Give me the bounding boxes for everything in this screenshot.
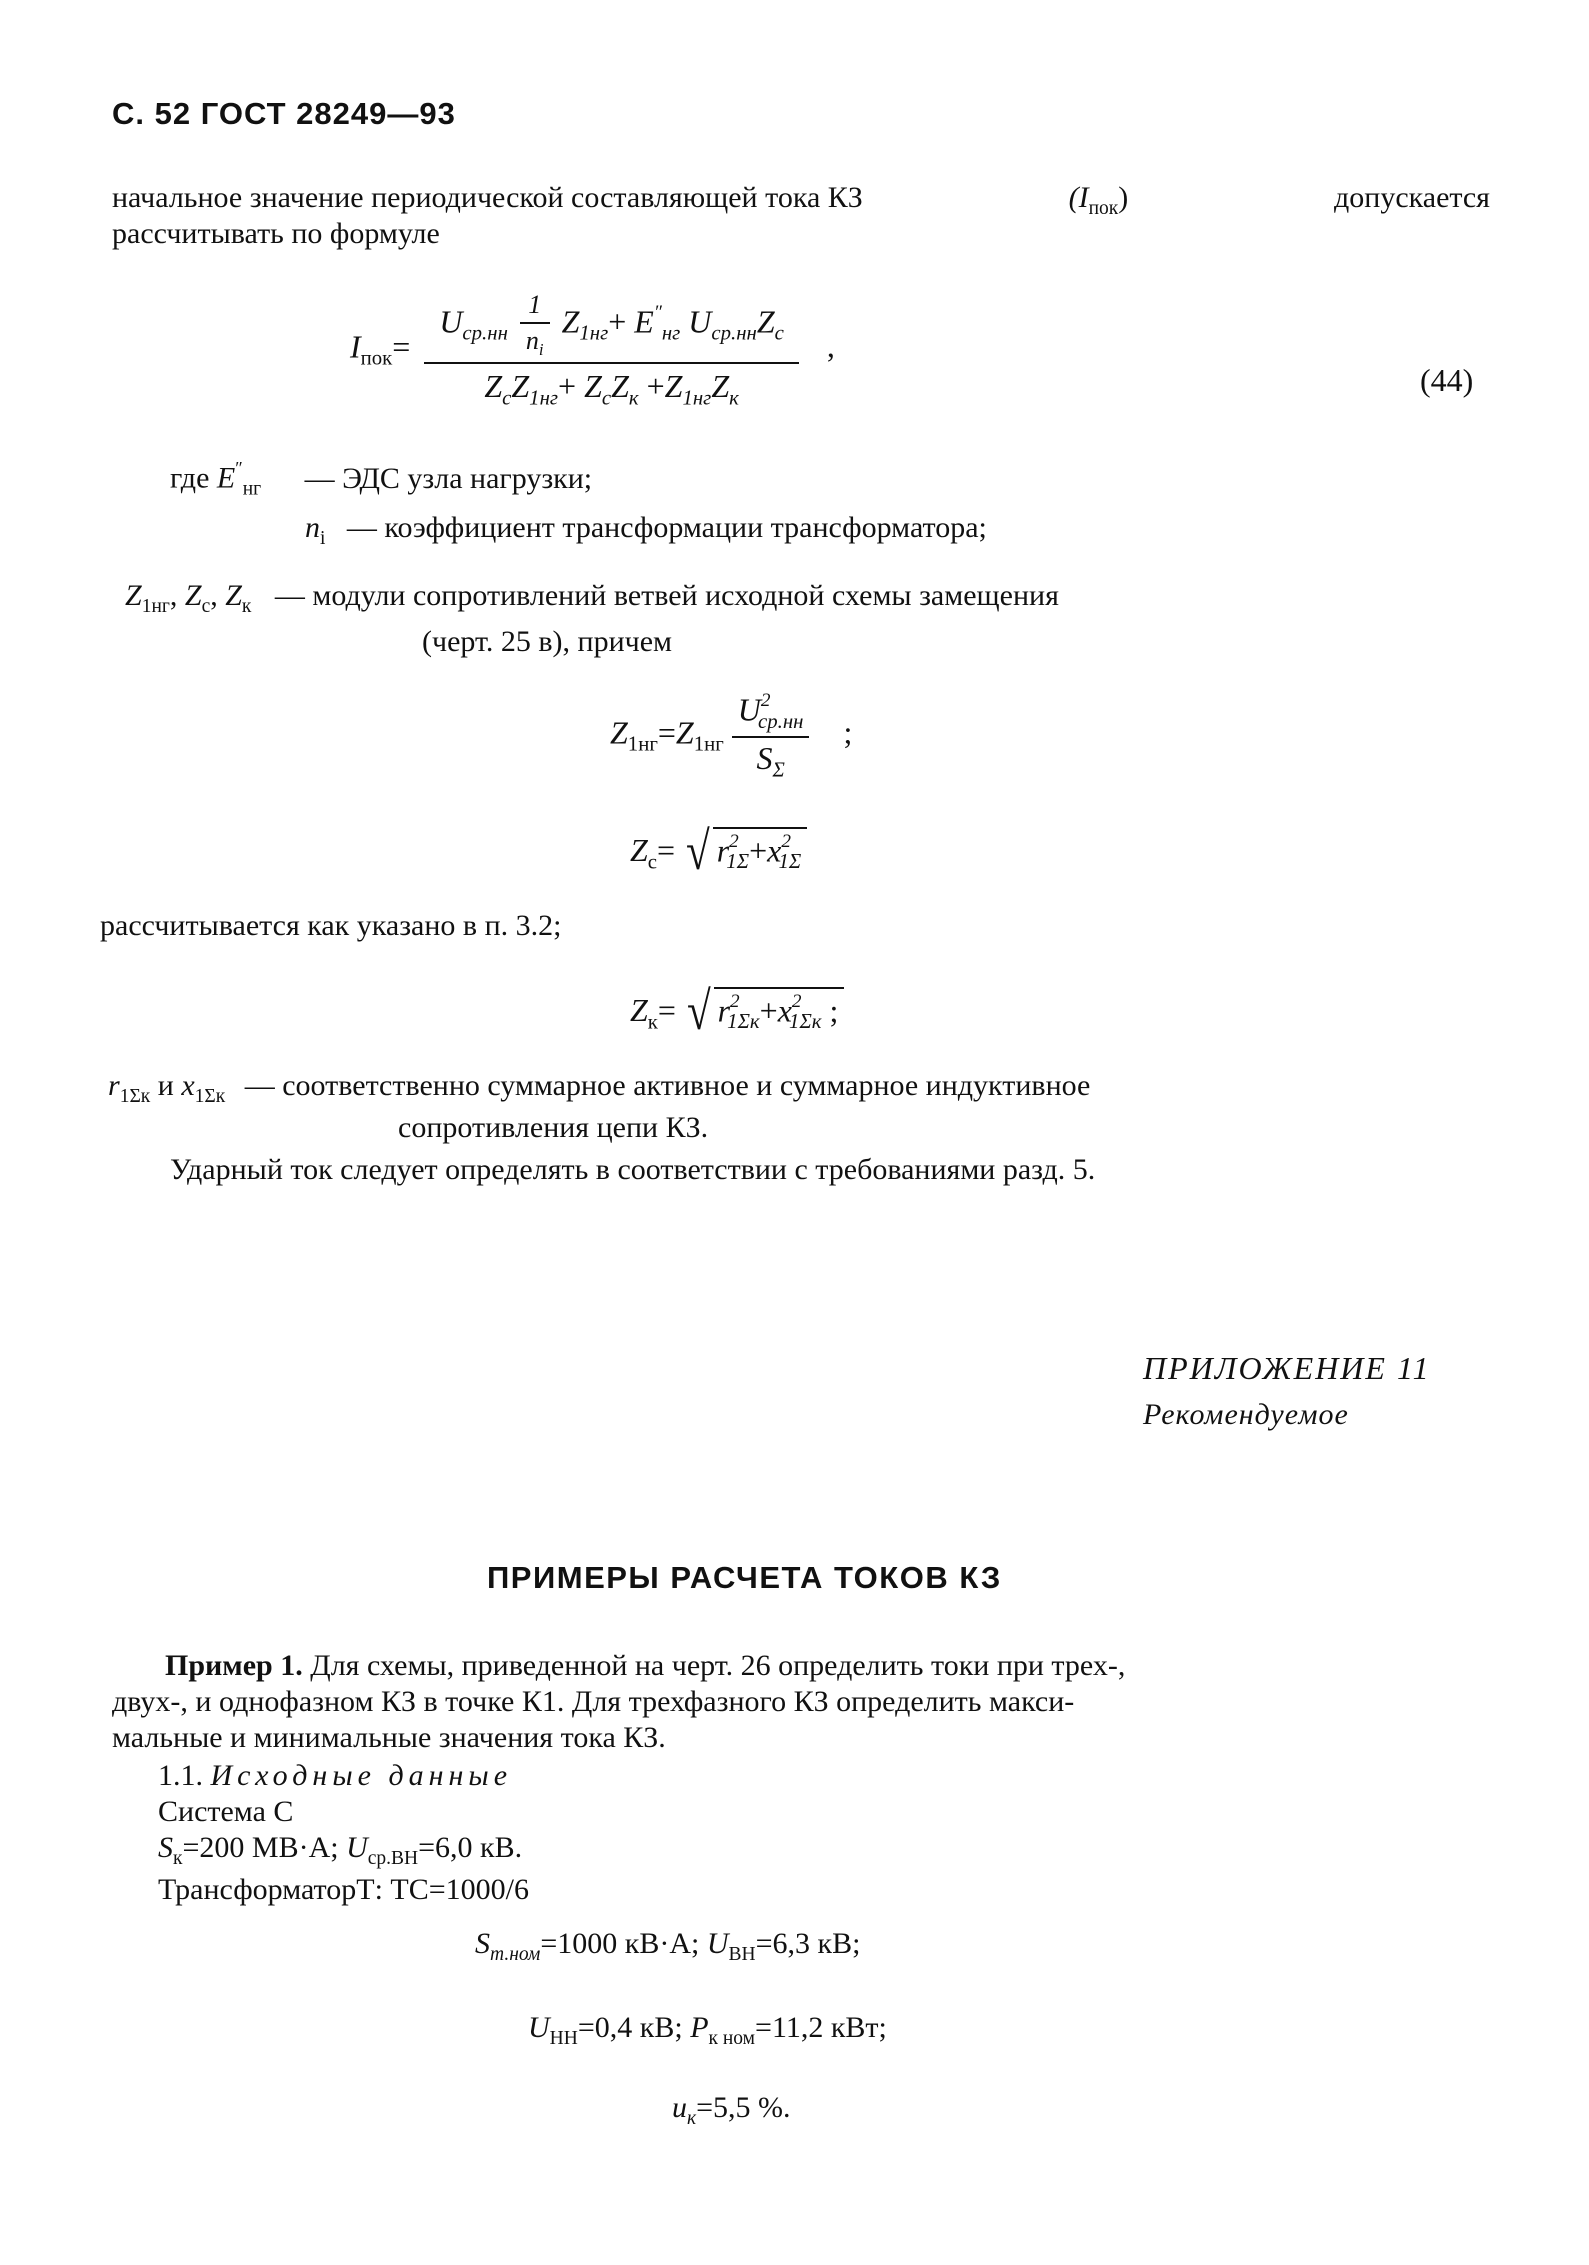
shock-current-note: Ударный ток следует определять в соответствии с требованиями разд. 5.: [170, 1153, 1096, 1186]
item-1-1: 1.1. Исходные данные: [158, 1759, 513, 1792]
intro-text: начальное значение периодической составляющей тока КЗ: [112, 181, 863, 214]
formula-44-number: (44): [1420, 362, 1474, 398]
page-header: С. 52 ГОСТ 28249—93: [112, 96, 456, 131]
formula-zc: $Z_с=$ √ $r^2_{1\Sigma}+x^2_{1\Sigma}$: [630, 820, 807, 882]
intro-tail: допускается: [1334, 181, 1490, 214]
example-1-line-1: Пример 1. Для схемы, приведенной на черт. 26 определить токи при трех-,: [165, 1649, 1126, 1682]
after-zc: рассчитывается как указано в п. 3.2;: [100, 909, 562, 942]
formula-zk: $Z_к=$ √ $r^2_{1\Sigma к}+x^2_{1\Sigma к}$ ;: [630, 980, 844, 1042]
intro-symbol: $(I_{пок})$: [1068, 181, 1129, 219]
section-title: ПРИМЕРЫ РАСЧЕТА ТОКОВ КЗ: [487, 1560, 1002, 1595]
transformer-uk: $u_к=5,5$ %.: [672, 2091, 791, 2129]
formula-44: $I_{пок}=$ $U_{ср.нн}$ $\frac{1}{n_i}$ $Z_{1нг}+ E''_{нг}$ $U_{ср.нн}Z_с$ $Z_сZ_{1нг}+ Z_сZ_к +Z_{1нг}Z_к$ ,: [350, 290, 835, 410]
system-params: $S_к=200$ МВ·А; $U_{ср.ВН}=6,0$ кВ.: [158, 1831, 523, 1869]
example-1-line-2: двух-, и однофазном КЗ в точке К1. Для трехфазного КЗ определить макси-: [112, 1685, 1075, 1718]
transformer-unn-pk: $U_{НН}=0,4$ кВ; $P_{к ном}=11,2$ кВт;: [528, 2011, 887, 2049]
appendix-subtitle: Рекомендуемое: [1143, 1398, 1349, 1431]
appendix-title: ПРИЛОЖЕНИЕ 11: [1143, 1350, 1431, 1386]
def-e: где $E''_{нг}$ — ЭДС узла нагрузки;: [170, 458, 593, 500]
formula-z1ng: $Z_{1нг}=Z_{1нг}$ $\frac{U^2_{ср.нн}}{S_\Sigma}$ ;: [610, 690, 853, 781]
transformer-s-u: $S_{т.ном}=1000$ кВ·А; $U_{ВН}=6,3$ кВ;: [475, 1927, 861, 1965]
intro-line-2: рассчитывать по формуле: [112, 217, 440, 250]
def-n: $n_i$ — коэффициент трансформации трансформатора;: [305, 511, 987, 549]
example-1-line-3: мальные и минимальные значения тока КЗ.: [112, 1721, 666, 1754]
system-name: Система С: [158, 1795, 294, 1828]
transformer-line: ТрансформаторТ: ТС=1000/6: [158, 1873, 530, 1906]
def-z-cont: (черт. 25 в), причем: [422, 625, 673, 658]
def-rx: $r_{1\Sigma к}$ и $x_{1\Sigma к}$ — соответственно суммарное активное и суммарное индуктивное: [108, 1069, 1091, 1107]
def-z: $Z_{1нг}$, $Z_с$, $Z_к$ — модули сопротивлений ветвей исходной схемы замещения: [125, 579, 1059, 617]
def-rx-cont: сопротивления цепи КЗ.: [398, 1111, 709, 1144]
